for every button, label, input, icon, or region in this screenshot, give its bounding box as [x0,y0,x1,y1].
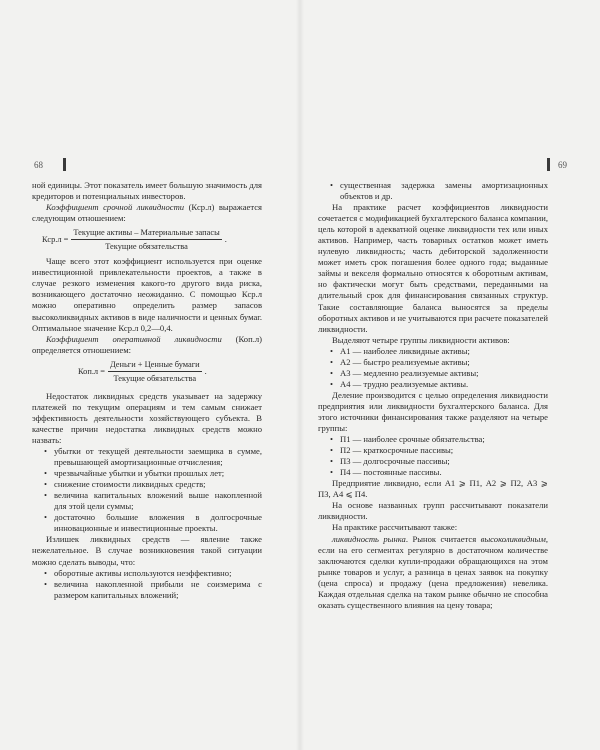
page-marker-right [547,158,550,171]
list-item: • величина накопленной прибыли не соизмерима с размером капитальных вложений; [44,578,262,600]
formula-numerator: Деньги + Ценные бумаги [108,359,202,372]
paragraph: На основе названных групп рассчитывают показатели ликвидности. [318,500,548,522]
formula-fraction [71,227,221,252]
formula-operative-ratio: Коп.л = $\frac{\text{Деньги + Ценные бумаги}}{\text{Текущие обязательства}}$ . [78,359,207,383]
list-item: • А4 — трудно реализуемые активы. [330,378,469,389]
list-item: • достаточно большие вложения в долгосрочные инновационные и инвестиционные проекты. [44,512,262,534]
paragraph: Недостаток ликвидных средств указывает на задержку платежей по текущим операциям и тем самым снижает эффективность деятельности хозяйствующего субъекта. В качестве причин недостатка ликвидных средств можно назвать: [32,390,262,445]
term: Коэффициент оперативной ликвидности [46,333,222,344]
list-item: • П1 — наиболее срочные обязательства; [330,434,485,445]
list-item: • существенная задержка замены амортизационных объектов и др. [330,180,548,202]
list-item: • убытки от текущей деятельности заемщика в сумме, превышающей амортизационные отчисления; [44,446,262,468]
formula-denominator: Текущие обязательства [113,373,197,383]
term: ликвидность рынка [332,533,406,544]
paragraph: Излишек ликвидных средств — явление также нежелательное. В случае возникновения такой ситуации можно сделать выводы, что: [32,534,262,567]
paragraph: Деление производится с целью определения ликвидности предприятия или ликвидности бухгалтерского баланса. Для этого источники финансирования также разделяют на четыре группы: [318,389,548,434]
formula-fraction [108,359,202,384]
list-item: • П2 — краткосрочные пассивы; [330,445,454,456]
paragraph: ликвидность рынка. Рынок считается высоколиквидным, если на его сегментах регулярно в достаточном количестве заключаются сделки купли-продажи обращающихся на этом рынке товаров и услуг, а разница в ценах заявок на покупку (цена спроса) и продажу (цена предложения) невелика. Каждая отдельная сделка на таком рынке обычно не способна оказать существенного влияния на цену товара; [318,533,549,610]
paragraph: ной единицы. Этот показатель имеет большую значимость для кредиторов и потенциальных инвесторов. [32,180,262,202]
list-item: • оборотные активы используются неэффективно; [44,567,232,578]
list-item: • П4 — постоянные пассивы. [330,467,442,478]
formula-denominator: Текущие обязательства [105,242,188,252]
page-number-left: 68 [34,160,43,170]
formula-quick-ratio: Кср.л = $\frac{\text{Текущие активы – Материальные запасы}}{\text{Текущие обязательства}}$ . [42,228,227,252]
list-item: • А1 — наиболее ликвидные активы; [330,345,470,356]
formula-lhs: Коп.л = [78,366,105,376]
page-number-right: 69 [558,160,567,170]
page-fold [296,0,304,750]
list-item: • величина капитальных вложений выше накопленной для этой цели суммы; [44,490,262,512]
list-item: • снижение стоимости ликвидных средств; [44,479,206,490]
left-page-text [32,180,262,601]
right-page-text [318,180,548,611]
paragraph: Чаще всего этот коэффициент используется при оценке инвестиционной привлекательности проектов, а также в случае резкого изменения какого-то другого вида риска, возникающего достаточно неожиданно. С помощью Кср.л можно оперативно определить размер запасов высоколиквидных активов в виде наличности и ценных бумаг. Оптимальное значение Кср.л 0,2—0,4. [32,256,262,333]
list-item: • чрезвычайные убытки и убытки прошлых лет; [44,468,225,479]
paragraph: Коэффициент срочной ликвидности (Кср.л) выражается следующим отношением: [32,202,262,224]
paragraph: Предприятие ликвидно, если А1 ⩾ П1, А2 ⩾ П2, А3 ⩾ П3, А4 ⩽ П4. [318,478,548,500]
page-marker-left [63,158,66,171]
list-item: • П3 — долгосрочные пассивы; [330,456,450,467]
term: высоколиквидным [480,533,546,544]
term: Коэффициент срочной ликвидности [46,202,185,213]
formula-lhs: Кср.л = [42,235,69,245]
paragraph: Коэффициент оперативной ликвидности (Коп.л) определяется отношением: [32,333,262,355]
paragraph: На практике расчет коэффициентов ликвидности сочетается с модификацией бухгалтерского баланса компании, цель которой в адекватной оценке ликвидности тех или иных активов. Например, часть товарных остатков может иметь нулевую ликвидность; часть дебиторской задолженности может иметь срок погашения более одного года; выданные займы и векселя формально относятся к оборотным активам, но фактически могут быть средствами, переданными на длительный срок для финансирования связанных структур. Такие составляющие баланса выносятся за пределы оборотных активов и не учитываются при расчете показателей ликвидности. [318,202,548,334]
paragraph: Выделяют четыре группы ликвидности активов: [332,334,510,345]
paragraph: На практике рассчитывают также: [332,522,458,533]
list-item: • А3 — медленно реализуемые активы; [330,367,479,378]
list-item: • А2 — быстро реализуемые активы; [330,356,470,367]
formula-numerator: Текущие активы – Материальные запасы [71,227,221,240]
